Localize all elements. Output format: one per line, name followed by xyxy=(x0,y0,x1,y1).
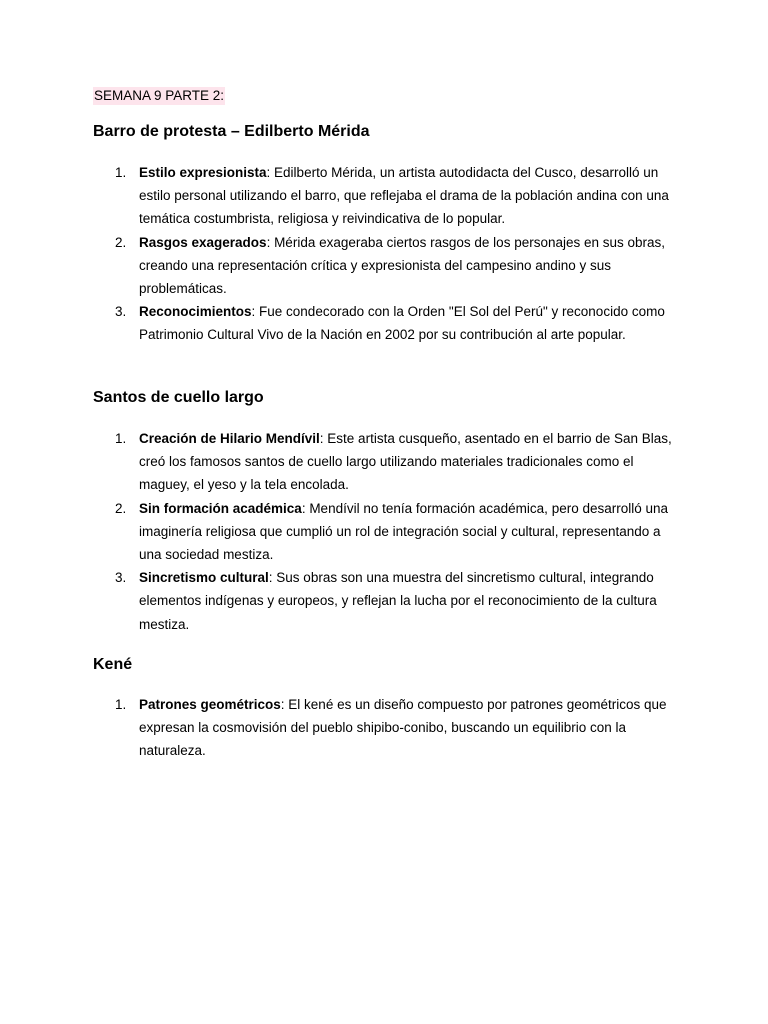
section-kene xyxy=(93,655,683,763)
section-santos-de-cuello-largo xyxy=(93,388,683,636)
list-number: 2. xyxy=(115,234,127,250)
list-item xyxy=(93,161,683,231)
list-term: Creación de Hilario Mendívil xyxy=(139,431,320,446)
list-text: : Mendívil no tenía formación académica, pero desarrolló una imaginería religiosa que cumplió un rol de integración social y cultural, representando a una sociedad mestiza. xyxy=(139,500,669,563)
numbered-list xyxy=(93,427,683,636)
list-item xyxy=(93,427,683,497)
list-number: 1. xyxy=(115,697,127,712)
section-heading: Santos de cuello largo xyxy=(93,389,264,406)
list-number: 3. xyxy=(115,304,127,320)
list-item xyxy=(93,300,683,346)
numbered-list xyxy=(93,161,683,347)
list-term: Patrones geométricos xyxy=(139,697,281,712)
section-heading: Barro de protesta – Edilberto Mérida xyxy=(93,123,370,140)
list-number: 2. xyxy=(115,500,127,516)
list-term: Estilo expresionista xyxy=(139,165,267,180)
list-term: Reconocimientos xyxy=(139,304,252,320)
week-label: SEMANA 9 PARTE 2: xyxy=(94,88,225,103)
list-text: : Edilberto Mérida, un artista autodidacta del Cusco, desarrolló un estilo personal utilizando el barro, que reflejaba el drama de la población andina con una temática costumbrista, religiosa y reivindicativa de lo popular. xyxy=(139,165,669,227)
list-number: 1. xyxy=(115,165,127,180)
numbered-list xyxy=(93,693,683,763)
list-text: : El kené es un diseño compuesto por patrones geométricos que expresan la cosmovisión del pueblo shipibo-conibo, buscando un equilibrio con la naturaleza. xyxy=(139,697,667,759)
list-text: : Mérida exageraba ciertos rasgos de los personajes en sus obras, creando una representación crítica y expresionista del campesino andino y sus problemáticas. xyxy=(139,234,666,297)
list-term: Sin formación académica xyxy=(139,500,302,516)
list-term: Rasgos exagerados xyxy=(139,234,267,250)
list-text: : Este artista cusqueño, asentado en el barrio de San Blas, creó los famosos santos de cuello largo utilizando materiales tradicionales como el maguey, el yeso y la tela encolada. xyxy=(139,431,672,493)
list-item xyxy=(93,231,683,301)
list-number: 3. xyxy=(115,570,127,586)
section-heading: Kené xyxy=(93,656,133,673)
list-item xyxy=(93,497,683,567)
list-text: : Fue condecorado con la Orden "El Sol del Perú" y reconocido como Patrimonio Cultural Vivo de la Nación en 2002 por su contribución al arte popular. xyxy=(139,304,665,343)
list-number: 1. xyxy=(115,431,127,446)
list-text: : Sus obras son una muestra del sincretismo cultural, integrando elementos indígenas y europeos, y reflejan la lucha por el reconocimiento de la cultura mestiza. xyxy=(139,570,657,632)
section-barro-de-protesta xyxy=(93,122,683,347)
list-term: Sincretismo cultural xyxy=(139,570,269,586)
list-item xyxy=(93,693,683,763)
list-item xyxy=(93,566,683,636)
